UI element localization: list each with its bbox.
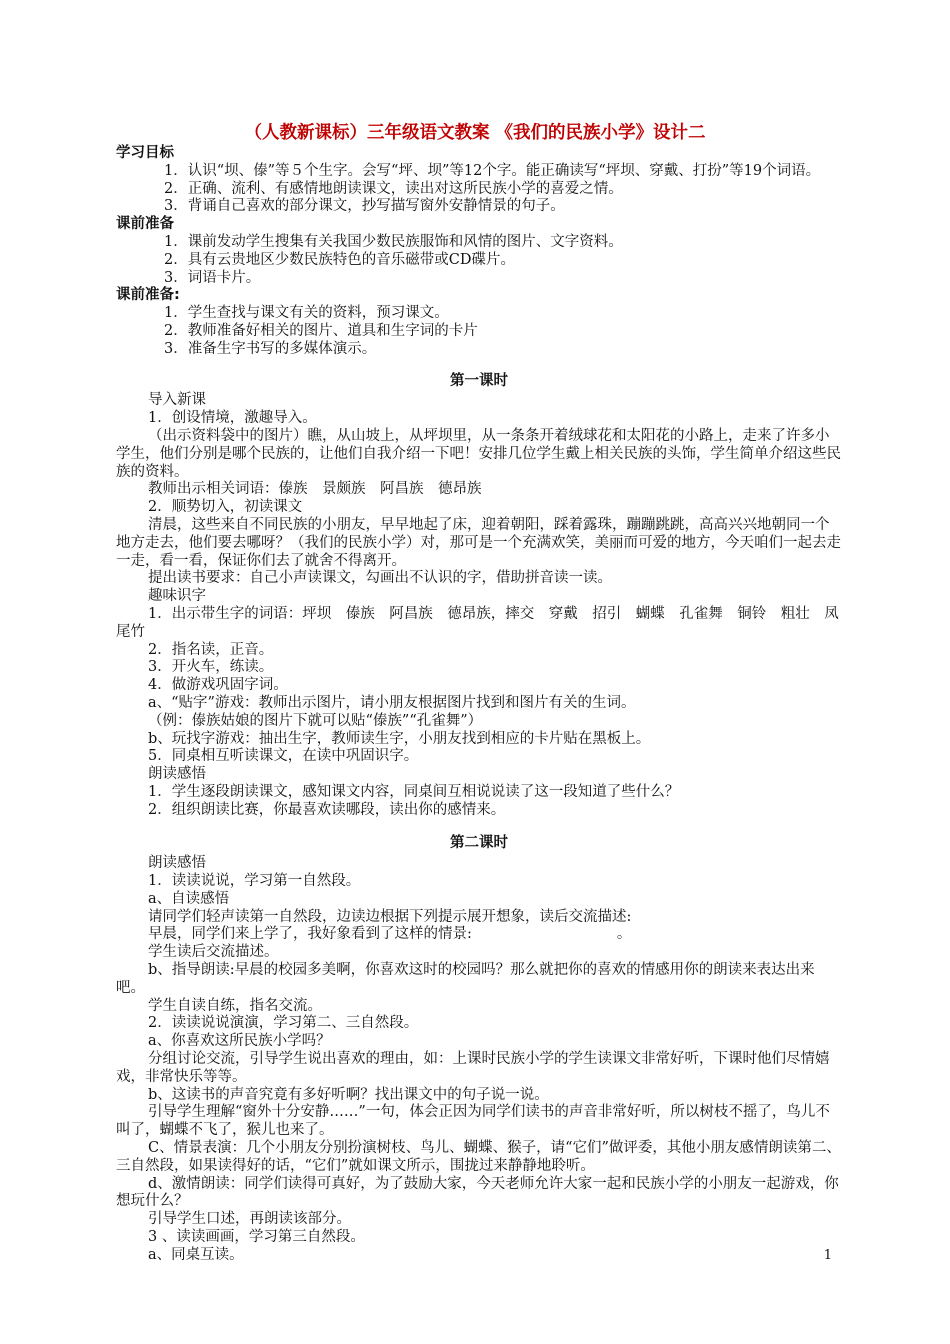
lesson-paragraph: 朗读感悟 bbox=[148, 766, 206, 783]
lesson-paragraph: 4．做游戏巩固字词。 bbox=[148, 677, 288, 694]
lesson-paragraph: C、情景表演：几个小朋友分别扮演树枝、鸟儿、蝴蝶、猴子，请“它们”做评委，其他小朋友感情朗读第二、三自然段，如果读得好的话，“它们”就如课文所示，围拢过来静静地聆听。 bbox=[116, 1140, 841, 1174]
lesson-paragraph: （例：傣族姑娘的图片下就可以贴“傣族”“孔雀舞”） bbox=[148, 712, 483, 729]
lesson-paragraph: a、“贴字”游戏：教师出示图片，请小朋友根据图片找到和图片有关的生词。 bbox=[148, 694, 636, 711]
lesson-paragraph: （出示资料袋中的图片）瞧，从山坡上，从坪坝里，从一条条开着绒球花和太阳花的小路上，走来了许多小学生，他们分别是哪个民族的，让他们自我介绍一下吧！安排几位学生戴上相关民族的头饰，学生简单介绍这些民族的资料。 bbox=[116, 427, 841, 480]
goal-item: 1．认识“坝、傣”等５个生字。会写“坪、坝”等12个字。能正确读写“坪坝、穿戴、打扮”等19个词语。 bbox=[164, 162, 821, 179]
lesson-paragraph: b、玩找字游戏：抽出生字，教师读生字，小朋友找到相应的卡片贴在黑板上。 bbox=[148, 730, 651, 747]
lesson-paragraph: 3 、读读画画，学习第三自然段。 bbox=[148, 1229, 365, 1246]
lesson-paragraph: 早晨，同学们来上学了，我好象看到了这样的情景: 。 bbox=[148, 926, 632, 943]
lesson-paragraph: 2．组织朗读比赛，你最喜欢读哪段，读出你的感情来。 bbox=[148, 801, 506, 818]
lesson-paragraph: 1．读读说说，学习第一自然段。 bbox=[148, 873, 361, 890]
lesson-paragraph: 3．开火车，练读。 bbox=[148, 659, 274, 676]
prep-item: 1．学生查找与课文有关的资料，预习课文。 bbox=[164, 305, 449, 322]
lesson-paragraph: 朗读感悟 bbox=[148, 855, 206, 872]
section-heading-prep: 课前准备 bbox=[116, 216, 174, 233]
lesson-paragraph: a、自读感悟 bbox=[148, 890, 230, 907]
prep-item: 1．课前发动学生搜集有关我国少数民族服饰和风情的图片、文字资料。 bbox=[164, 233, 623, 250]
section-heading-goals: 学习目标 bbox=[116, 145, 174, 161]
lesson-paragraph: a、你喜欢这所民族小学吗？ bbox=[148, 1033, 331, 1050]
lesson-heading: 第二课时 bbox=[450, 835, 508, 852]
lesson-paragraph: a、同桌互读。 bbox=[148, 1246, 244, 1263]
goal-item: 2．正确、流利、有感情地朗读课文，读出对这所民族小学的喜爱之情。 bbox=[164, 180, 623, 197]
lesson-paragraph: 导入新课 bbox=[148, 392, 206, 409]
lesson-paragraph: 1．学生逐段朗读课文，感知课文内容，同桌间互相说说读了这一段知道了些什么？ bbox=[148, 783, 680, 800]
lesson-paragraph: 1．创设情境，激趣导入。 bbox=[148, 410, 317, 427]
lesson-paragraph: 请同学们轻声读第一自然段，边读边根据下列提示展开想象，读后交流描述: bbox=[148, 908, 632, 925]
page-number: 1 bbox=[823, 1248, 832, 1263]
lesson-paragraph: b、这读书的声音究竟有多好听啊？找出课文中的句子说一说。 bbox=[148, 1086, 549, 1103]
lesson-paragraph: 2．读读说说演演，学习第二、三自然段。 bbox=[148, 1015, 419, 1032]
lesson-two-body bbox=[116, 855, 842, 1264]
lesson-paragraph: d、激情朗读：同学们读得可真好，为了鼓励大家，今天老师允许大家一起和民族小学的小朋友一起游戏，你想玩什么？ bbox=[116, 1175, 839, 1210]
lesson-paragraph: 学生自读自练，指名交流。 bbox=[148, 997, 322, 1014]
lesson-paragraph: 趣味识字 bbox=[148, 588, 206, 605]
lesson-paragraph: 5．同桌相互听读课文，在读中巩固识字。 bbox=[148, 748, 419, 765]
goal-item: 3．背诵自己喜欢的部分课文，抄写描写窗外安静情景的句子。 bbox=[164, 198, 565, 215]
document-title: （人教新课标）三年级语文教案 《我们的民族小学》设计二 bbox=[244, 123, 706, 143]
section-heading-prep-2: 课前准备: bbox=[116, 287, 180, 304]
lesson-paragraph: 教师出示相关词语：傣族 景颇族 阿昌族 德昂族 bbox=[148, 481, 482, 498]
lesson-paragraph: 分组讨论交流，引导学生说出喜欢的理由，如：上课时民族小学的学生读课文非常好听，下课时他们尽情嬉戏，非常快乐等等。 bbox=[116, 1051, 830, 1085]
lesson-paragraph: 引导学生理解“窗外十分安静……”一句，体会正因为同学们读书的声音非常好听，所以树枝不摇了，鸟儿不叫了，蝴蝶不飞了，猴儿也来了。 bbox=[116, 1104, 830, 1139]
prep-item: 2．具有云贵地区少数民族特色的音乐磁带或CD碟片。 bbox=[164, 251, 515, 268]
lesson-paragraph: 提出读书要求：自己小声读课文，勾画出不认识的字，借助拼音读一读。 bbox=[148, 570, 612, 587]
document-body bbox=[116, 145, 842, 1265]
prep-item: 2．教师准备好相关的图片、道具和生字词的卡片 bbox=[164, 322, 478, 339]
lesson-one-body bbox=[116, 392, 842, 819]
lesson-paragraph: 2．顺势切入，初读课文 bbox=[148, 499, 303, 516]
lesson-paragraph: 学生读后交流描述。 bbox=[148, 944, 279, 961]
lesson-paragraph: b、指导朗读:早晨的校园多美啊，你喜欢这时的校园吗？那么就把你的喜欢的情感用你的朗读来表达出来吧。 bbox=[116, 962, 815, 996]
lesson-paragraph: 引导学生口述，再朗读该部分。 bbox=[148, 1211, 351, 1228]
lesson-paragraph: 2．指名读，正音。 bbox=[148, 641, 274, 658]
lesson-heading: 第一课时 bbox=[450, 372, 508, 389]
prep-item: 3．准备生字书写的多媒体演示。 bbox=[164, 340, 377, 357]
prep-item: 3．词语卡片。 bbox=[164, 269, 261, 286]
lesson-paragraph: 1．出示带生字的词语：坪坝 傣族 阿昌族 德昂族，摔交 穿戴 招引 蝴蝶 孔雀舞 铜铃 粗壮 凤尾竹 bbox=[116, 605, 839, 640]
lesson-paragraph: 清晨，这些来自不同民族的小朋友，早早地起了床，迎着朝阳，踩着露珠，蹦蹦跳跳，高高兴兴地朝同一个地方走去，他们要去哪呀？（我们的民族小学）对，那可是一个充满欢笑，美丽而可爱的地方，今天咱们一起去走一走，看一看，保证你们去了就舍不得离开。 bbox=[116, 516, 841, 569]
